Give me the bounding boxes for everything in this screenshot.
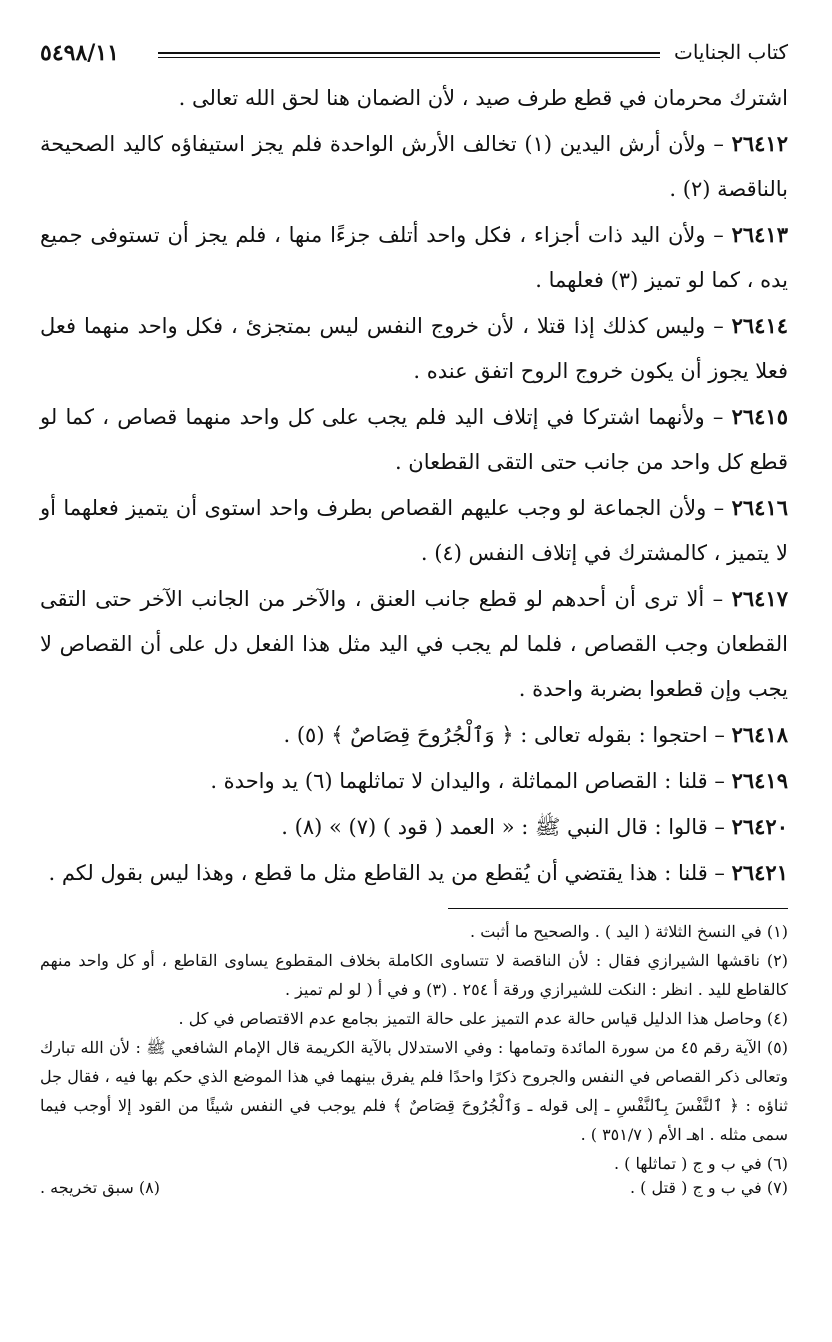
footnote-6: (٦) في ب و ج ( تماثلها ) . [613,1154,788,1173]
footnote-7: (٧) في ب و ج ( قتل ) . [629,1178,788,1197]
paragraph-26421: ٢٦٤٢١ – قلنا : هذا يقتضي أن يُقطع من يد القاطع مثل ما قطع ، وهذا ليس بقول لكم . [48,860,788,885]
paragraph-26419: ٢٦٤١٩ – قلنا : القصاص المماثلة ، واليدان لا تماثلهما (٦) يد واحدة . [210,768,788,793]
paragraph-26416: ٢٦٤١٦ – ولأن الجماعة لو وجب عليهم القصاص بطرف واحد استوى أن يتميز فعلهما أو لا يتميز ، كالمشترك في إتلاف النفس (٤) . [40,495,789,565]
paragraph-26418: ٢٦٤١٨ – احتجوا : بقوله تعالى : ﴿ وَٱلْجُرُوحَ قِصَاصٌ ﴾ (٥) . [283,722,788,747]
paragraph-26413: ٢٦٤١٣ – ولأن اليد ذات أجزاء ، فكل واحد أتلف جزءًا منها ، فلم يجز أن تستوفى جميع يده ، كما لو تميز (٣) فعلهما . [40,222,788,292]
footnote-1: (١) في النسخ الثلاثة ( اليد ) . والصحيح ما أثبت . [470,922,788,941]
paragraph-26417: ٢٦٤١٧ – ألا ترى أن أحدهم لو قطع جانب العنق ، والآخر من الجانب الآخر حتى التقى القطعان وجب القصاص ، فلما لم يجب في اليد مثل هذا الفعل دل على أن القصاص لا يجب وإن قطعوا بضربة واحدة . [40,586,788,701]
footnote-2-3: (٢) ناقشها الشيرازي فقال : لأن الناقصة لا تتساوى الكاملة بخلاف المقطوع يساوى القاطع ، أو كل واحد منهم كالقاطع لليد . انظر : النكت للشيرازي ورقة أ ٢٥٤ . (٣) و في أ ( لو لم تميز . [40,951,788,999]
book-title: كتاب الجنايات [673,40,788,64]
paragraph-26415: ٢٦٤١٥ – ولأنهما اشتركا في إتلاف اليد فلم يجب على كل واحد منهما قصاص ، كما لو قطع كل واحد من جانب حتى التقى القطعان . [40,404,788,474]
footnote-rule [448,908,788,909]
page-reference: ٥٤٩٨/١١ [40,40,119,66]
page-header [40,40,788,76]
header-rule [158,52,660,58]
paragraph-26414: ٢٦٤١٤ – وليس كذلك إذا قتلا ، لأن خروج النفس ليس بمتجزئ ، فكل واحد منهما فعل فعلا يجوز أن يكون خروج الروح اتفق عنده . [40,313,789,383]
footnote-5: (٥) الآية رقم ٤٥ من سورة المائدة وتمامها : وفي الاستدلال بالآية الكريمة قال الإمام الشافعي ﷺ : لأن الله تبارك وتعالى ذكر القصاص في النفس والجروح ذكرًا واحدًا فلم يفرق بينهما في هذا الموضع الذي حكم بها فيه ، فقال جل ثناؤه : ﴿ ٱلنَّفْسَ بِٱلنَّفْسِ ـ إلى قوله ـ وَٱلْجُرُوحَ قِصَاصٌ ﴾ فلم يوجب في النفس شيئًا من القود إلا أوجب فيما سمى مثله . اهـ الأم ( ٣٥١/٧ ) . [40,1038,789,1144]
paragraph-26412: ٢٦٤١٢ – ولأن أرش اليدين (١) تخالف الأرش الواحدة فلم يجز استيفاؤه كاليد الصحيحة بالناقصة (٢) . [40,131,788,201]
paragraph: اشترك محرمان في قطع طرف صيد ، لأن الضمان هنا لحق الله تعالى . [178,86,788,110]
footnote-8: (٨) سبق تخريجه . [40,1178,160,1197]
footnotes [40,908,788,1197]
footnote-7-8 [40,1178,788,1197]
paragraph-26420: ٢٦٤٢٠ – قالوا : قال النبي ﷺ : « العمد ( قود ) (٧) » (٨) . [281,814,788,839]
footnote-4: (٤) وحاصل هذا الدليل قياس حالة عدم التميز على حالة التميز بجامع عدم الاقتصاص في كل . [178,1009,788,1028]
main-text [40,76,788,896]
